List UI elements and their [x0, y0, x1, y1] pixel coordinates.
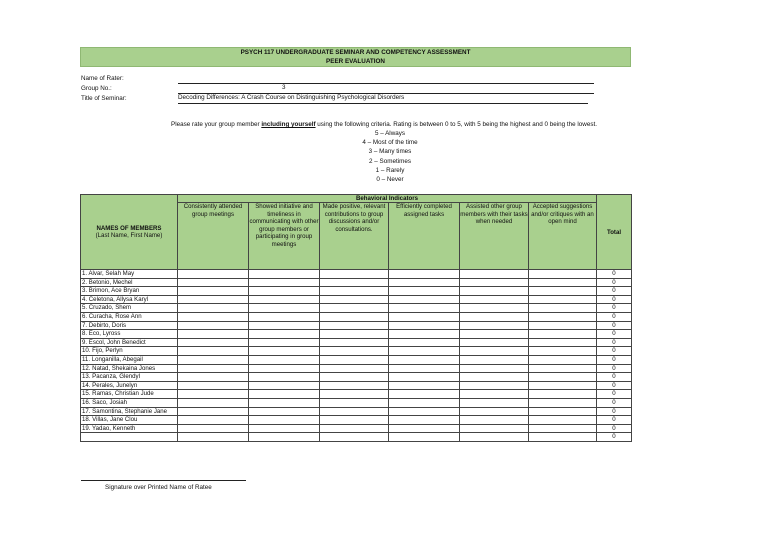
rating-cell[interactable]: [178, 424, 249, 433]
rating-cell[interactable]: [389, 364, 460, 373]
table-row: [81, 373, 632, 382]
rating-cell[interactable]: [320, 295, 389, 304]
table-row: [81, 330, 632, 339]
table-row: [81, 347, 632, 356]
rating-cell[interactable]: [178, 373, 249, 382]
rating-cell[interactable]: [389, 347, 460, 356]
total-cell: 0: [597, 398, 632, 407]
rating-cell[interactable]: [389, 390, 460, 399]
group-label: Group No.:: [81, 85, 112, 92]
rating-cell[interactable]: [389, 381, 460, 390]
table-row: [81, 390, 632, 399]
member-name: 10. Fijo, Perlyn: [81, 347, 178, 356]
rating-cell[interactable]: [389, 295, 460, 304]
rating-cell[interactable]: [320, 347, 389, 356]
member-name: 4. Celetona, Allysa Karyl: [81, 295, 178, 304]
rating-cell[interactable]: [249, 381, 320, 390]
table-row: [81, 312, 632, 321]
rating-cell[interactable]: [320, 381, 389, 390]
table-row: [81, 321, 632, 330]
table-row: [81, 381, 632, 390]
rating-cell[interactable]: [529, 373, 597, 382]
total-cell: 0: [597, 278, 632, 287]
rating-cell[interactable]: [320, 312, 389, 321]
rating-cell[interactable]: [389, 424, 460, 433]
rating-cell[interactable]: [249, 338, 320, 347]
table-row: [81, 424, 632, 433]
rating-cell[interactable]: [460, 312, 529, 321]
rating-cell[interactable]: [178, 278, 249, 287]
member-rows: [81, 270, 632, 442]
member-name: 1. Alvar, Selah May: [81, 270, 178, 279]
scale-item: 5 – Always: [374, 130, 406, 137]
rating-cell[interactable]: [460, 338, 529, 347]
rating-cell[interactable]: [249, 321, 320, 330]
rating-cell[interactable]: [460, 390, 529, 399]
group-input-line[interactable]: [178, 85, 594, 94]
rating-cell[interactable]: [529, 433, 597, 442]
criterion-header: Showed initiative and timeliness in communicating with other group members or participating in group meetings: [249, 203, 320, 270]
rating-cell[interactable]: [178, 364, 249, 373]
table-row: [81, 416, 632, 425]
table-row: [81, 304, 632, 313]
rating-cell[interactable]: [389, 287, 460, 296]
table-row: [81, 338, 632, 347]
rating-cell[interactable]: [460, 295, 529, 304]
signature-label: Signature over Printed Name of Ratee: [105, 484, 212, 491]
rating-cell[interactable]: [178, 312, 249, 321]
table-row: [81, 398, 632, 407]
rating-cell[interactable]: [529, 381, 597, 390]
member-name: 7. Debirto, Doris: [81, 321, 178, 330]
group-value: 3: [282, 84, 286, 91]
member-name: 5. Cruzado, Shem: [81, 304, 178, 313]
rating-cell[interactable]: [320, 398, 389, 407]
rating-cell[interactable]: [320, 287, 389, 296]
rating-cell[interactable]: [249, 390, 320, 399]
total-cell: 0: [597, 355, 632, 364]
rating-cell[interactable]: [249, 330, 320, 339]
rating-cell[interactable]: [320, 373, 389, 382]
rater-input-line[interactable]: [178, 75, 594, 84]
rating-cell[interactable]: [529, 355, 597, 364]
member-name: 9. Escol, John Benedict: [81, 338, 178, 347]
rating-cell[interactable]: [529, 270, 597, 279]
rating-cell[interactable]: [529, 304, 597, 313]
rating-cell[interactable]: [460, 287, 529, 296]
scale-item: 1 – Rarely: [375, 166, 405, 174]
rating-cell[interactable]: [529, 398, 597, 407]
table-row: [81, 355, 632, 364]
total-cell: 0: [597, 321, 632, 330]
criterion-header: Accepted suggestions and/or critiques with an open mind: [529, 203, 597, 270]
rating-cell[interactable]: [249, 278, 320, 287]
rating-cell[interactable]: [389, 338, 460, 347]
member-name: 13. Pacanza, Glendyl: [81, 373, 178, 382]
rating-cell[interactable]: [178, 398, 249, 407]
rating-cell[interactable]: [249, 433, 320, 442]
rating-cell[interactable]: [249, 295, 320, 304]
rating-cell[interactable]: [249, 304, 320, 313]
table-row: [81, 433, 632, 442]
member-name: 14. Perales, Junelyn: [81, 381, 178, 390]
rating-cell[interactable]: [529, 347, 597, 356]
table-row: [81, 287, 632, 296]
total-header: Total: [597, 195, 632, 270]
rating-cell[interactable]: [320, 424, 389, 433]
rating-cell[interactable]: [389, 355, 460, 364]
rating-cell[interactable]: [529, 278, 597, 287]
member-name: 3. Brimon, Ace Bryan: [81, 287, 178, 296]
seminar-value: Decoding Differences: A Crash Course on Distinguishing Psychological Disorders: [178, 94, 405, 101]
rating-cell[interactable]: [320, 278, 389, 287]
table-row: [81, 364, 632, 373]
rating-cell[interactable]: [249, 424, 320, 433]
rater-label: Name of Rater:: [81, 75, 124, 82]
total-cell: 0: [597, 364, 632, 373]
rating-cell[interactable]: [249, 270, 320, 279]
rating-cell[interactable]: [389, 330, 460, 339]
rating-cell[interactable]: [460, 398, 529, 407]
form-title-banner: [80, 47, 631, 67]
total-cell: 0: [597, 287, 632, 296]
member-name: [81, 433, 178, 442]
rating-cell[interactable]: [389, 321, 460, 330]
instructions-text-2: using the following criteria. Rating is between 0 to 5, with 5 being the highest and 0 being the lowest.: [315, 121, 597, 128]
rating-cell[interactable]: [249, 407, 320, 416]
member-name: 8. Eco, Lyross: [81, 330, 178, 339]
total-cell: 0: [597, 416, 632, 425]
total-cell: 0: [597, 304, 632, 313]
rating-cell[interactable]: [249, 312, 320, 321]
names-header: [81, 195, 178, 270]
rating-cell[interactable]: [529, 295, 597, 304]
rating-cell[interactable]: [320, 355, 389, 364]
scale-item: 0 – Never: [376, 176, 404, 184]
rating-cell[interactable]: [249, 373, 320, 382]
member-name: 15. Ramas, Christian Jude: [81, 390, 178, 399]
total-cell: 0: [597, 338, 632, 347]
rating-cell[interactable]: [529, 321, 597, 330]
scale-item: 2 – Sometimes: [369, 157, 411, 165]
total-cell: 0: [597, 295, 632, 304]
rating-cell[interactable]: [460, 304, 529, 313]
rating-cell[interactable]: [178, 270, 249, 279]
rating-cell[interactable]: [529, 390, 597, 399]
rating-cell[interactable]: [460, 373, 529, 382]
rating-cell[interactable]: [529, 407, 597, 416]
rating-cell[interactable]: [389, 270, 460, 279]
rating-cell[interactable]: [460, 330, 529, 339]
rating-cell[interactable]: [320, 338, 389, 347]
member-name: 6. Curacha, Rose Ann: [81, 312, 178, 321]
rating-cell[interactable]: [529, 364, 597, 373]
total-cell: 0: [597, 390, 632, 399]
criterion-header: Made positive, relevant contributions to group discussions and/or consultations.: [320, 203, 389, 270]
form-subtitle: PEER EVALUATION: [326, 57, 385, 65]
rating-cell[interactable]: [389, 407, 460, 416]
table-row: [81, 278, 632, 287]
rating-cell[interactable]: [249, 416, 320, 425]
rating-cell[interactable]: [460, 381, 529, 390]
rating-cell[interactable]: [320, 407, 389, 416]
member-name: 12. Natad, Shekaina Jones: [81, 364, 178, 373]
rating-cell[interactable]: [178, 407, 249, 416]
form-title: PSYCH 117 UNDERGRADUATE SEMINAR AND COMPETENCY ASSESSMENT: [240, 49, 471, 56]
rating-cell[interactable]: [320, 390, 389, 399]
member-name: 18. Villas, Jane Clou: [81, 416, 178, 425]
total-cell: 0: [597, 433, 632, 442]
rating-cell[interactable]: [529, 287, 597, 296]
instructions-text-1: Please rate your group member: [171, 121, 262, 128]
rating-cell[interactable]: [320, 416, 389, 425]
rating-cell[interactable]: [529, 338, 597, 347]
member-name: 16. Saco, Josiah: [81, 398, 178, 407]
rating-cell[interactable]: [389, 398, 460, 407]
total-cell: 0: [597, 424, 632, 433]
member-name: 19. Yadao, Kenneth: [81, 424, 178, 433]
total-cell: 0: [597, 270, 632, 279]
names-header-sublabel: (Last Name, First Name): [95, 232, 163, 239]
rating-cell[interactable]: [460, 424, 529, 433]
rating-cell[interactable]: [460, 416, 529, 425]
signature-line[interactable]: [81, 480, 246, 481]
seminar-label: Title of Seminar:: [81, 95, 127, 102]
table-row: [81, 407, 632, 416]
rating-cell[interactable]: [320, 433, 389, 442]
total-cell: 0: [597, 330, 632, 339]
seminar-input-line[interactable]: [178, 95, 588, 104]
rating-cell[interactable]: [320, 330, 389, 339]
table-row: [81, 295, 632, 304]
rating-scale: [280, 129, 500, 184]
criterion-header: Consistently attended group meetings: [178, 203, 249, 270]
rating-cell[interactable]: [320, 321, 389, 330]
member-name: 2. Betonio, Mechel: [81, 278, 178, 287]
rating-cell[interactable]: [178, 433, 249, 442]
rating-cell[interactable]: [178, 347, 249, 356]
rating-cell[interactable]: [178, 321, 249, 330]
rating-cell[interactable]: [460, 433, 529, 442]
rating-cell[interactable]: [460, 321, 529, 330]
behavioral-indicators-header: Behavioral Indicators: [178, 195, 597, 203]
rating-cell[interactable]: [178, 390, 249, 399]
scale-item: 4 – Most of the time: [362, 139, 418, 147]
rating-cell[interactable]: [389, 304, 460, 313]
table-row: [81, 270, 632, 279]
rating-cell[interactable]: [460, 407, 529, 416]
total-cell: 0: [597, 373, 632, 382]
rating-cell[interactable]: [249, 347, 320, 356]
rating-cell[interactable]: [178, 355, 249, 364]
rating-cell[interactable]: [460, 278, 529, 287]
rating-cell[interactable]: [178, 381, 249, 390]
rating-cell[interactable]: [389, 416, 460, 425]
rating-cell[interactable]: [178, 287, 249, 296]
member-name: 17. Samontina, Stephanie Jane: [81, 407, 178, 416]
rating-cell[interactable]: [529, 424, 597, 433]
rating-cell[interactable]: [178, 295, 249, 304]
rating-cell[interactable]: [249, 355, 320, 364]
rating-cell[interactable]: [249, 398, 320, 407]
rating-cell[interactable]: [460, 347, 529, 356]
member-name: 11. Longanilla, Abegail: [81, 355, 178, 364]
rating-cell[interactable]: [529, 312, 597, 321]
criterion-header: Assisted other group members with their tasks when needed: [460, 203, 529, 270]
rating-cell[interactable]: [460, 364, 529, 373]
total-cell: 0: [597, 347, 632, 356]
evaluation-table: [80, 194, 632, 442]
criterion-header: Efficiently completed assigned tasks: [389, 203, 460, 270]
rating-cell[interactable]: [249, 287, 320, 296]
rating-cell[interactable]: [320, 364, 389, 373]
rating-cell[interactable]: [460, 270, 529, 279]
rating-cell[interactable]: [178, 416, 249, 425]
rating-cell[interactable]: [389, 433, 460, 442]
rating-cell[interactable]: [178, 330, 249, 339]
rating-cell[interactable]: [389, 312, 460, 321]
rating-cell[interactable]: [249, 364, 320, 373]
total-cell: 0: [597, 381, 632, 390]
rating-cell[interactable]: [320, 304, 389, 313]
rating-cell[interactable]: [389, 373, 460, 382]
rating-cell[interactable]: [178, 304, 249, 313]
rating-cell[interactable]: [178, 338, 249, 347]
instructions: [0, 121, 768, 128]
rating-cell[interactable]: [389, 278, 460, 287]
names-header-label: NAMES OF MEMBERS: [96, 224, 162, 232]
rating-cell[interactable]: [529, 416, 597, 425]
rating-cell[interactable]: [320, 270, 389, 279]
rating-cell[interactable]: [529, 330, 597, 339]
instructions-emphasis: including yourself: [261, 121, 316, 128]
rating-cell[interactable]: [460, 355, 529, 364]
total-cell: 0: [597, 407, 632, 416]
scale-item: 3 – Many times: [368, 148, 412, 156]
total-cell: 0: [597, 312, 632, 321]
